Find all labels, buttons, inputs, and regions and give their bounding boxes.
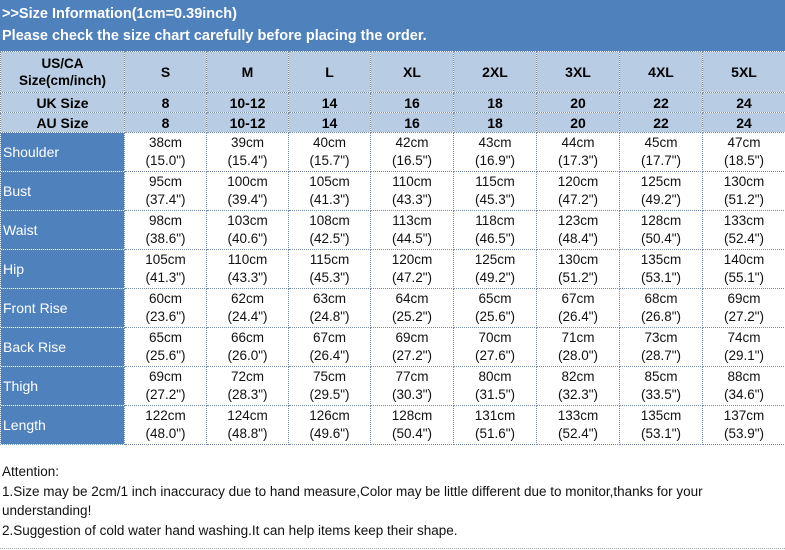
uk-size-value: 20 — [537, 93, 620, 113]
size-header: XL — [371, 52, 454, 93]
measurement-inch: (23.6") — [125, 308, 206, 326]
measurement-cell — [620, 367, 703, 406]
measurement-cell — [537, 289, 620, 328]
measurement-cm: 69cm — [703, 290, 785, 308]
measurement-inch: (33.5") — [620, 386, 702, 404]
measurement-cell — [125, 328, 207, 367]
measurement-inch: (27.6") — [454, 347, 536, 365]
measurement-cm: 103cm — [207, 212, 288, 230]
measurement-cell — [371, 289, 454, 328]
au-size-value: 18 — [454, 113, 537, 133]
measurement-cm: 68cm — [620, 290, 702, 308]
measurement-inch: (25.2") — [371, 308, 453, 326]
measurement-cm: 105cm — [289, 173, 370, 191]
measurement-cell — [537, 172, 620, 211]
measurement-inch: (49.6") — [289, 425, 370, 443]
au-size-label: AU Size — [1, 113, 125, 133]
au-size-value: 10-12 — [207, 113, 289, 133]
uk-size-label: UK Size — [1, 93, 125, 113]
measurement-cell — [703, 211, 785, 250]
au-size-row — [1, 113, 785, 133]
measurement-cell — [537, 133, 620, 172]
measurement-cm: 82cm — [537, 368, 619, 386]
measurement-inch: (26.4") — [537, 308, 619, 326]
measurement-cm: 67cm — [289, 329, 370, 347]
measurement-cm: 38cm — [125, 134, 206, 152]
measurement-cm: 130cm — [703, 173, 785, 191]
measurement-cell — [207, 133, 289, 172]
measurement-cm: 69cm — [371, 329, 453, 347]
measurement-cell — [620, 250, 703, 289]
measurement-row — [1, 133, 785, 172]
measurement-cm: 75cm — [289, 368, 370, 386]
measurement-cell — [703, 250, 785, 289]
measurement-cell — [703, 406, 785, 445]
uk-size-value: 22 — [620, 93, 703, 113]
au-size-value: 24 — [703, 113, 785, 133]
measurement-cm: 130cm — [537, 251, 619, 269]
measurement-cell — [125, 172, 207, 211]
measurement-cm: 100cm — [207, 173, 288, 191]
measurement-cm: 65cm — [454, 290, 536, 308]
measurement-inch: (28.7") — [620, 347, 702, 365]
measurement-inch: (28.3") — [207, 386, 288, 404]
measurement-cm: 110cm — [371, 173, 453, 191]
measurement-row — [1, 289, 785, 328]
measurement-cell — [289, 289, 371, 328]
measurement-cm: 73cm — [620, 329, 702, 347]
measurement-inch: (29.5") — [289, 386, 370, 404]
measurement-cm: 105cm — [125, 251, 206, 269]
size-header: 2XL — [454, 52, 537, 93]
measurement-cell — [703, 133, 785, 172]
measurement-inch: (53.1") — [620, 425, 702, 443]
measurement-cell — [454, 406, 537, 445]
measurement-inch: (24.4") — [207, 308, 288, 326]
measurement-cm: 95cm — [125, 173, 206, 191]
measurement-inch: (16.5") — [371, 152, 453, 170]
measurement-cell — [454, 211, 537, 250]
measurement-inch: (26.8") — [620, 308, 702, 326]
measurement-cell — [454, 133, 537, 172]
measurement-inch: (25.6") — [125, 347, 206, 365]
measurement-inch: (29.1") — [703, 347, 785, 365]
size-chart-table — [0, 51, 785, 445]
measurement-cm: 113cm — [371, 212, 453, 230]
measurement-cell — [289, 172, 371, 211]
corner-label — [1, 52, 125, 93]
measurement-cell — [125, 250, 207, 289]
measurement-inch: (52.4") — [537, 425, 619, 443]
measurement-cell — [454, 289, 537, 328]
measurement-cell — [537, 250, 620, 289]
measurement-inch: (26.0") — [207, 347, 288, 365]
measurement-cell — [537, 211, 620, 250]
size-header: L — [289, 52, 371, 93]
measurement-cm: 66cm — [207, 329, 288, 347]
measurement-cell — [620, 406, 703, 445]
measurement-cell — [454, 172, 537, 211]
measurement-cm: 63cm — [289, 290, 370, 308]
measurement-inch: (17.3") — [537, 152, 619, 170]
measurement-inch: (42.5") — [289, 230, 370, 248]
measurement-cell — [371, 250, 454, 289]
measurement-inch: (27.2") — [371, 347, 453, 365]
au-size-value: 14 — [289, 113, 371, 133]
corner-label-line1: US/CA — [41, 56, 83, 71]
measurement-inch: (24.8") — [289, 308, 370, 326]
measurement-inch: (37.4") — [125, 191, 206, 209]
au-size-value: 20 — [537, 113, 620, 133]
measurement-inch: (50.4") — [620, 230, 702, 248]
measurement-cell — [620, 133, 703, 172]
measurement-cm: 70cm — [454, 329, 536, 347]
measurement-cm: 137cm — [703, 407, 785, 425]
measurement-cm: 69cm — [125, 368, 206, 386]
au-size-value: 16 — [371, 113, 454, 133]
measurement-cell — [289, 367, 371, 406]
measurement-cell — [703, 367, 785, 406]
measurement-label: Back Rise — [1, 328, 125, 367]
measurement-inch: (49.2") — [620, 191, 702, 209]
measurement-label: Bust — [1, 172, 125, 211]
measurement-row — [1, 250, 785, 289]
measurement-cell — [289, 211, 371, 250]
measurement-cm: 47cm — [703, 134, 785, 152]
measurement-inch: (18.5") — [703, 152, 785, 170]
measurement-inch: (51.2") — [537, 269, 619, 287]
measurement-cm: 88cm — [703, 368, 785, 386]
measurement-cm: 133cm — [537, 407, 619, 425]
measurement-cell — [454, 328, 537, 367]
measurement-inch: (34.6") — [703, 386, 785, 404]
measurement-row — [1, 211, 785, 250]
measurement-cm: 67cm — [537, 290, 619, 308]
measurement-inch: (15.0") — [125, 152, 206, 170]
measurement-inch: (52.4") — [703, 230, 785, 248]
measurement-cell — [703, 328, 785, 367]
measurement-cm: 108cm — [289, 212, 370, 230]
measurement-cm: 42cm — [371, 134, 453, 152]
measurement-inch: (48.8") — [207, 425, 288, 443]
measurement-label: Hip — [1, 250, 125, 289]
measurement-inch: (26.4") — [289, 347, 370, 365]
measurement-label: Length — [1, 406, 125, 445]
measurement-cm: 39cm — [207, 134, 288, 152]
measurement-cell — [289, 328, 371, 367]
measurement-cell — [620, 328, 703, 367]
measurement-inch: (27.2") — [125, 386, 206, 404]
us-size-header-row — [1, 52, 785, 93]
uk-size-value: 10-12 — [207, 93, 289, 113]
corner-label-line2: Size(cm/inch) — [19, 73, 106, 88]
measurement-cell — [537, 406, 620, 445]
measurement-cell — [703, 289, 785, 328]
measurement-cell — [207, 211, 289, 250]
measurement-label: Thigh — [1, 367, 125, 406]
measurement-inch: (28.0") — [537, 347, 619, 365]
measurement-cm: 120cm — [537, 173, 619, 191]
measurement-cm: 140cm — [703, 251, 785, 269]
measurement-cm: 123cm — [537, 212, 619, 230]
measurement-inch: (51.2") — [703, 191, 785, 209]
measurement-cell — [371, 328, 454, 367]
measurement-cell — [125, 367, 207, 406]
measurement-cell — [125, 211, 207, 250]
measurement-cm: 133cm — [703, 212, 785, 230]
measurement-cell — [454, 250, 537, 289]
measurement-inch: (45.3") — [454, 191, 536, 209]
measurement-cell — [703, 172, 785, 211]
measurement-inch: (46.5") — [454, 230, 536, 248]
size-info-banner — [0, 0, 785, 51]
measurement-row — [1, 172, 785, 211]
measurement-cell — [620, 172, 703, 211]
measurement-inch: (53.9") — [703, 425, 785, 443]
measurement-cm: 122cm — [125, 407, 206, 425]
measurement-cm: 65cm — [125, 329, 206, 347]
measurement-row — [1, 328, 785, 367]
measurement-inch: (51.6") — [454, 425, 536, 443]
measurement-cell — [125, 406, 207, 445]
measurement-cell — [289, 250, 371, 289]
measurement-inch: (27.2") — [703, 308, 785, 326]
measurement-inch: (15.4") — [207, 152, 288, 170]
measurement-cm: 80cm — [454, 368, 536, 386]
note-2: 2.Suggestion of cold water hand washing.It can help items keep their shape. — [2, 521, 782, 541]
measurement-cm: 64cm — [371, 290, 453, 308]
measurement-inch: (17.7") — [620, 152, 702, 170]
measurement-inch: (30.3") — [371, 386, 453, 404]
measurement-inch: (43.3") — [371, 191, 453, 209]
au-size-value: 8 — [125, 113, 207, 133]
uk-size-row — [1, 93, 785, 113]
measurement-inch: (41.3") — [289, 191, 370, 209]
measurement-cell — [207, 250, 289, 289]
measurement-cell — [125, 133, 207, 172]
measurement-inch: (48.4") — [537, 230, 619, 248]
measurement-inch: (16.9") — [454, 152, 536, 170]
measurement-cm: 120cm — [371, 251, 453, 269]
measurement-cell — [371, 133, 454, 172]
measurement-inch: (45.3") — [289, 269, 370, 287]
uk-size-value: 18 — [454, 93, 537, 113]
measurement-cm: 44cm — [537, 134, 619, 152]
measurement-cell — [620, 211, 703, 250]
measurement-label: Waist — [1, 211, 125, 250]
measurement-cell — [207, 367, 289, 406]
note-1-line-2: understanding! — [2, 501, 782, 521]
measurement-inch: (41.3") — [125, 269, 206, 287]
measurement-cm: 128cm — [371, 407, 453, 425]
measurement-cell — [207, 406, 289, 445]
uk-size-value: 16 — [371, 93, 454, 113]
measurement-cm: 110cm — [207, 251, 288, 269]
measurement-cell — [454, 367, 537, 406]
measurement-cell — [371, 172, 454, 211]
measurement-cell — [207, 172, 289, 211]
measurement-cm: 115cm — [289, 251, 370, 269]
measurement-cm: 126cm — [289, 407, 370, 425]
attention-title: Attention: — [2, 462, 782, 482]
size-info-instruction: Please check the size chart carefully before placing the order. — [2, 28, 427, 44]
measurement-cm: 77cm — [371, 368, 453, 386]
measurement-cm: 85cm — [620, 368, 702, 386]
measurement-cell — [207, 328, 289, 367]
measurement-cm: 128cm — [620, 212, 702, 230]
measurement-row — [1, 406, 785, 445]
measurement-inch: (50.4") — [371, 425, 453, 443]
uk-size-value: 8 — [125, 93, 207, 113]
measurement-cell — [371, 367, 454, 406]
measurement-label: Shoulder — [1, 133, 125, 172]
measurement-inch: (32.3") — [537, 386, 619, 404]
measurement-cm: 45cm — [620, 134, 702, 152]
measurement-cell — [289, 133, 371, 172]
measurement-inch: (15.7") — [289, 152, 370, 170]
measurement-cell — [620, 289, 703, 328]
measurement-inch: (25.6") — [454, 308, 536, 326]
measurement-cell — [371, 211, 454, 250]
measurement-cell — [537, 328, 620, 367]
measurement-cm: 131cm — [454, 407, 536, 425]
measurement-cm: 40cm — [289, 134, 370, 152]
measurement-cm: 115cm — [454, 173, 536, 191]
size-header: M — [207, 52, 289, 93]
uk-size-value: 24 — [703, 93, 785, 113]
measurement-inch: (31.5") — [454, 386, 536, 404]
measurement-inch: (49.2") — [454, 269, 536, 287]
size-header: 3XL — [537, 52, 620, 93]
measurement-cm: 60cm — [125, 290, 206, 308]
measurement-cm: 62cm — [207, 290, 288, 308]
measurement-cell — [125, 289, 207, 328]
measurement-cell — [207, 289, 289, 328]
size-header: 5XL — [703, 52, 785, 93]
measurement-inch: (38.6") — [125, 230, 206, 248]
measurement-cm: 125cm — [620, 173, 702, 191]
attention-notes — [2, 462, 782, 540]
note-1-line-1: 1.Size may be 2cm/1 inch inaccuracy due to hand measure,Color may be little different due to monitor,thanks for your — [2, 482, 782, 502]
measurement-cm: 71cm — [537, 329, 619, 347]
measurement-inch: (48.0") — [125, 425, 206, 443]
size-info-title: >>Size Information(1cm=0.39inch) — [2, 6, 237, 22]
measurement-cm: 43cm — [454, 134, 536, 152]
measurement-cm: 135cm — [620, 251, 702, 269]
measurement-cell — [289, 406, 371, 445]
size-header: S — [125, 52, 207, 93]
measurement-inch: (53.1") — [620, 269, 702, 287]
measurement-inch: (44.5") — [371, 230, 453, 248]
au-size-value: 22 — [620, 113, 703, 133]
measurement-inch: (47.2") — [371, 269, 453, 287]
measurement-cm: 118cm — [454, 212, 536, 230]
measurement-inch: (40.6") — [207, 230, 288, 248]
measurement-cell — [537, 367, 620, 406]
measurement-cm: 125cm — [454, 251, 536, 269]
measurement-cell — [371, 406, 454, 445]
uk-size-value: 14 — [289, 93, 371, 113]
measurement-cm: 135cm — [620, 407, 702, 425]
size-header: 4XL — [620, 52, 703, 93]
measurement-cm: 72cm — [207, 368, 288, 386]
measurement-label: Front Rise — [1, 289, 125, 328]
measurement-cm: 124cm — [207, 407, 288, 425]
measurement-inch: (47.2") — [537, 191, 619, 209]
measurement-inch: (55.1") — [703, 269, 785, 287]
measurement-cm: 74cm — [703, 329, 785, 347]
measurement-inch: (39.4") — [207, 191, 288, 209]
measurement-cm: 98cm — [125, 212, 206, 230]
measurement-row — [1, 367, 785, 406]
measurement-inch: (43.3") — [207, 269, 288, 287]
